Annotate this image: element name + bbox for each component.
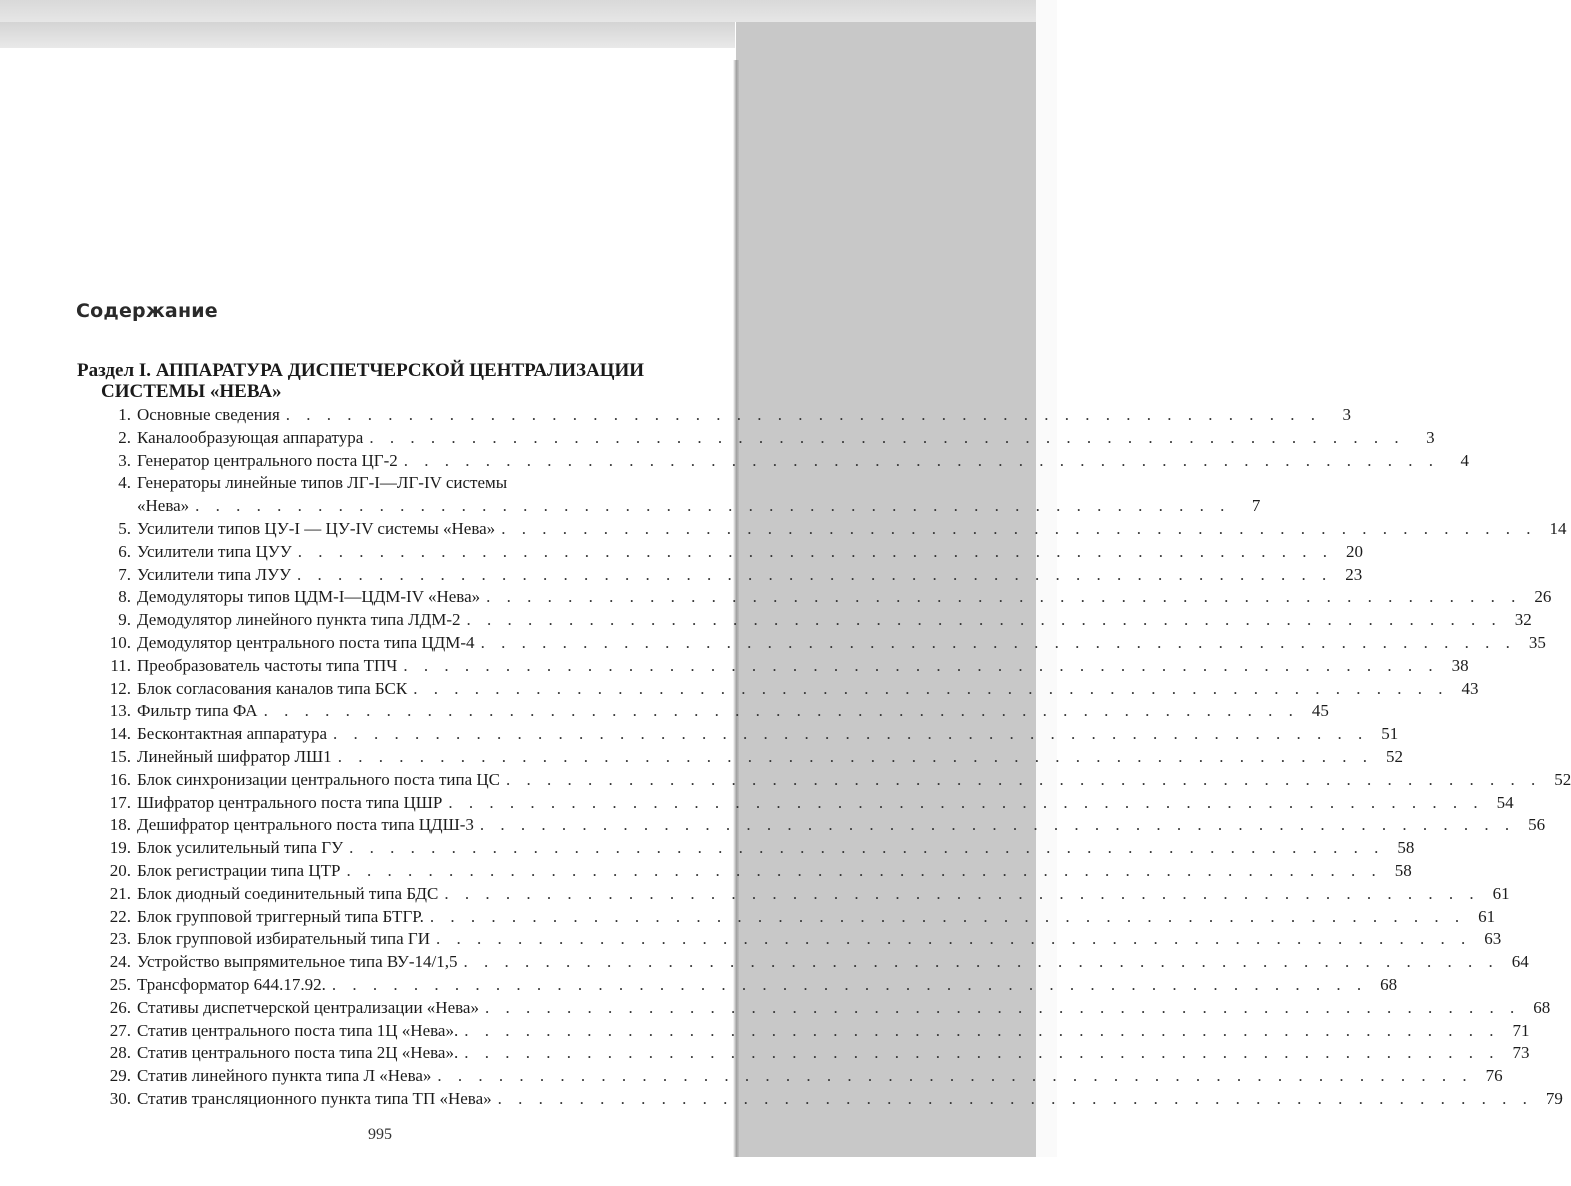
toc-entry-number: 21. xyxy=(109,883,131,903)
scan-border-bottom xyxy=(0,1157,1057,1186)
toc-entry-title: Блок согласования каналов типа БСК xyxy=(137,678,408,698)
toc-entry-number: 28. xyxy=(109,1043,131,1063)
toc-entry xyxy=(102,951,1529,974)
toc-entry xyxy=(102,1065,1503,1088)
toc-entry xyxy=(102,860,1412,883)
toc-entry-number: 24. xyxy=(109,952,131,972)
toc-entry-page: 4 xyxy=(1460,450,1470,470)
toc-entry-number: 1. xyxy=(118,405,131,424)
toc-leader-dots: . . . . . . . . . . . . . . . . . . . . . . . . . . . . . . . . . . . . . . . . . . . . . . . . . . . xyxy=(285,405,1322,424)
toc-entry xyxy=(102,723,1399,746)
toc-entry-number: 4. xyxy=(118,473,131,493)
toc-leader-dots: . . . . . . . . . . . . . . . . . . . . . . . . . . . . . . . . . . . . . . . . . . . . . . . . . . . xyxy=(413,678,1449,698)
toc-entry-page: 14 xyxy=(1549,518,1567,538)
toc-entry-number: 15. xyxy=(109,746,131,766)
toc-entry-title: Блок синхронизации центрального поста типа ЦС xyxy=(137,769,501,789)
toc-entry-title: Усилители типа ЛУУ xyxy=(137,564,292,584)
toc-entry xyxy=(102,586,1552,609)
toc-entry-number: 20. xyxy=(109,860,131,880)
section-title-line-1: Раздел I. АППАРАТУРА ДИСПЕТЧЕРСКОЙ ЦЕНТРАЛИЗАЦИИ xyxy=(77,360,645,381)
toc-entry-page: 51 xyxy=(1381,724,1399,744)
toc-entry xyxy=(102,518,1567,541)
toc-entry-number: 8. xyxy=(118,587,131,607)
toc-entry-number: 23. xyxy=(109,929,131,949)
toc-entry-title: Стативы диспетчерской централизации «Нева» xyxy=(137,997,479,1017)
toc-leader-dots: . . . . . . . . . . . . . . . . . . . . . . . . . . . . . . . . . . . . . . . . . . . . . . . . . . . xyxy=(297,564,1333,584)
toc-entry-page: 56 xyxy=(1528,815,1546,835)
toc-entry-page: 61 xyxy=(1478,906,1496,926)
toc-entry-number: 13. xyxy=(109,701,131,721)
toc-entry-title: Статив центрального поста типа 2Ц «Нева». xyxy=(137,1043,459,1063)
toc-leader-dots: . . . . . . . . . . . . . . . . . . . . . . . . . . . . . . . . . . . . . . . . . . . . . . . . . . . xyxy=(444,883,1480,903)
toc-entry-title: Шифратор центрального поста типа ЦШР xyxy=(137,792,443,812)
toc-entry-title: Демодулятор центрального поста типа ЦДМ-4 xyxy=(137,632,475,652)
toc-entry-title: Демодулятор линейного пункта типа ЛДМ-2 xyxy=(137,610,461,630)
toc-entry-title: Дешифратор центрального поста типа ЦДШ-3 xyxy=(137,815,474,835)
toc-entry-number: 25. xyxy=(109,974,131,994)
toc-entry-title: Усилители типов ЦУ-I — ЦУ-IV системы «Нева» xyxy=(137,518,496,538)
toc-entry xyxy=(102,404,1352,427)
toc-entry xyxy=(102,906,1496,929)
toc-leader-dots: . . . . . . . . . . . . . . . . . . . . . . . . . . . . . . . . . . . . . . . . . . . . . . . . . . . xyxy=(337,746,1373,766)
toc-entry-title: Устройство выпрямительное типа ВУ-14/1,5 xyxy=(137,952,458,972)
toc-entry-page: 52 xyxy=(1385,746,1403,766)
toc-entry-page: 7 xyxy=(1251,496,1261,516)
toc-leader-dots: . . . . . . . . . . . . . . . . . . . . . . . . . . . . . . . . . . . . . . . . . . . . . . . . . . . xyxy=(497,1088,1533,1108)
toc-entry-number: 10. xyxy=(109,632,131,652)
toc-entry-title: Статив линейного пункта типа Л «Нева» xyxy=(137,1066,432,1086)
toc-entry xyxy=(102,472,1261,518)
toc-entry-number: 2. xyxy=(118,427,131,447)
contents-heading: Содержание xyxy=(76,300,218,322)
toc-entry xyxy=(102,769,1571,792)
toc-entry-title: Преобразователь частоты типа ТПЧ xyxy=(137,655,398,675)
toc-leader-dots: . . . . . . . . . . . . . . . . . . . . . . . . . . . . . . . . . . . . . . . . . . . . . . . . . . . xyxy=(486,587,1522,607)
toc-entry-title: Трансформатор 644.17.92. xyxy=(137,974,326,994)
toc-entry xyxy=(102,1042,1530,1065)
toc-entry-number: 27. xyxy=(109,1020,131,1040)
toc-entry-title: Блок усилительный типа ГУ xyxy=(137,838,344,858)
toc-leader-dots: . . . . . . . . . . . . . . . . . . . . . . . . . . . . . . . . . . . . . . . . . . . . . . . . . . . xyxy=(346,860,1382,880)
toc-entry xyxy=(102,541,1364,564)
toc-entry xyxy=(102,814,1546,837)
toc-entry-number: 11. xyxy=(110,655,131,675)
toc-entry-number: 26. xyxy=(109,997,131,1017)
toc-entry-page: 73 xyxy=(1512,1043,1530,1063)
toc-entry-number: 7. xyxy=(118,564,131,584)
toc-entry xyxy=(102,427,1435,450)
toc-entry-number: 5. xyxy=(118,518,131,538)
toc-entry xyxy=(102,700,1329,723)
toc-entry-title: Генератор центрального поста ЦГ-2 xyxy=(137,450,398,470)
toc-entry-page: 54 xyxy=(1496,792,1514,812)
toc-entry-number: 29. xyxy=(109,1066,131,1086)
toc-entry-page: 76 xyxy=(1485,1066,1503,1086)
toc-entry-page: 32 xyxy=(1514,610,1532,630)
toc-entry-page: 43 xyxy=(1461,678,1479,698)
toc-leader-dots: . . . . . . . . . . . . . . . . . . . . . . . . . . . . . . . . . . . . . . . . . . . . . . . . . . . xyxy=(448,792,1484,812)
toc-entry-page: 52 xyxy=(1554,769,1571,789)
toc-entry-title: Генераторы линейные типов ЛГ-I—ЛГ-IV системы xyxy=(137,473,508,493)
toc-entry-page: 58 xyxy=(1394,860,1412,880)
toc-entry-page: 64 xyxy=(1511,952,1529,972)
toc-entry-title: Линейный шифратор ЛШ1 xyxy=(137,746,332,766)
toc-entry-page: 20 xyxy=(1346,541,1364,561)
toc-entry-title: Блок диодный соединительный типа БДС xyxy=(137,883,439,903)
toc-entry xyxy=(102,746,1403,769)
toc-leader-dots: . . . . . . . . . . . . . . . . . . . . . . . . . . . . . . . . . . . . . . . . . . . . . . . . . . . xyxy=(349,838,1385,858)
toc-entry-page: 3 xyxy=(1426,427,1435,447)
toc-entry-page: 71 xyxy=(1512,1020,1530,1040)
toc-entry xyxy=(102,837,1415,860)
toc-entry-title: Каналообразующая аппаратура xyxy=(137,427,364,447)
toc-entry-page: 68 xyxy=(1380,974,1398,994)
toc-entry-number: 14. xyxy=(109,724,131,744)
toc-leader-dots: . . . . . . . . . . . . . . . . . . . . . . . . . . . . . . . . . . . . . . . . . . . . . . . . . . . xyxy=(463,952,1499,972)
toc-entry-page: 61 xyxy=(1492,883,1510,903)
page-number: 995 xyxy=(368,1126,392,1143)
toc-entry-page: 68 xyxy=(1533,997,1551,1017)
toc-entry-title: Фильтр типа ФА xyxy=(137,701,258,721)
toc-leader-dots: . . . . . . . . . . . . . . . . . . . . . . . . . . . . . . . . . . . . . . . . . . . . . . . . . . . xyxy=(437,1066,1473,1086)
toc-leader-dots: . . . . . . . . . . . . . . . . . . . . . . . . . . . . . . . . . . . . . . . . . . . . . . . . . . . xyxy=(436,929,1472,949)
toc-entry-page: 79 xyxy=(1545,1088,1563,1108)
toc-entry xyxy=(102,792,1514,815)
toc-entry-number: 18. xyxy=(109,815,131,835)
toc-entry-title: Блок групповой триггерный типа БТГР. xyxy=(137,906,424,926)
toc-leader-dots: . . . . . . . . . . . . . . . . . . . . . . . . . . . . . . . . . . . . . . . . . . . . . . . . . . . xyxy=(464,1043,1500,1063)
toc-entry xyxy=(102,1020,1530,1043)
toc-entry xyxy=(102,883,1510,906)
toc-leader-dots: . . . . . . . . . . . . . . . . . . . . . . . . . . . . . . . . . . . . . . . . . . . . . . . . . . . xyxy=(466,610,1502,630)
toc-leader-dots: . . . . . . . . . . . . . . . . . . . . . . . . . . . . . . . . . . . . . . . . . . . . . . . . . . . xyxy=(403,450,1440,470)
toc-entry-number: 30. xyxy=(109,1088,131,1108)
toc-entry-number: 9. xyxy=(118,610,131,630)
toc-entry-page: 45 xyxy=(1311,701,1329,721)
toc-leader-dots: . . . . . . . . . . . . . . . . . . . . . . . . . . . . . . . . . . . . . . . . . . . . . . . . . . . xyxy=(464,1020,1500,1040)
toc-entry-number: 22. xyxy=(109,906,131,926)
toc-leader-dots: . . . . . . . . . . . . . . . . . . . . . . . . . . . . . . . . . . . . . . . . . . . . . . . . . . . xyxy=(429,906,1466,926)
toc-entry-title: Блок групповой избирательный типа ГИ xyxy=(137,929,431,949)
scan-border-top xyxy=(0,0,1057,22)
toc-entry-number: 6. xyxy=(118,541,131,561)
toc-entry xyxy=(102,564,1363,587)
toc-entry xyxy=(102,655,1469,678)
toc-leader-dots: . . . . . . . . . . . . . . . . . . . . . . . . . . . . . . . . . . . . . . . . . . . . . . . . . . . xyxy=(369,427,1405,447)
toc-entry xyxy=(102,928,1502,951)
table-of-contents xyxy=(102,404,1571,1111)
toc-entry xyxy=(102,678,1479,701)
section-title-line-2: СИСТЕМЫ «НЕВА» xyxy=(101,381,282,402)
toc-entry-title: Статив центрального поста типа 1Ц «Нева». xyxy=(137,1020,459,1040)
toc-entry-page: 35 xyxy=(1528,632,1546,652)
toc-leader-dots: . . . . . . . . . . . . . . . . . . . . . . . . . . . . . . . . . . . . . . . . . . . . . . . . . . . xyxy=(480,632,1516,652)
toc-entry xyxy=(102,450,1470,473)
toc-leader-dots: . . . . . . . . . . . . . . . . . . . . . . . . . . . . . . . . . . . . . . . . . . . . . . . . . . . xyxy=(195,496,1231,516)
toc-entry-number: 3. xyxy=(118,450,131,470)
toc-entry xyxy=(102,1088,1563,1111)
toc-entry-number: 16. xyxy=(109,769,131,789)
toc-entry-title: Статив трансляционного пункта типа ТП «Нева» xyxy=(137,1088,492,1108)
toc-entry-number: 12. xyxy=(109,678,131,698)
toc-entry-page: 3 xyxy=(1342,405,1352,424)
toc-leader-dots: . . . . . . . . . . . . . . . . . . . . . . . . . . . . . . . . . . . . . . . . . . . . . . . . . . . xyxy=(479,815,1516,835)
toc-entry xyxy=(102,974,1398,997)
toc-entry-title: Демодуляторы типов ЦДМ-I—ЦДМ-IV «Нева» xyxy=(137,587,481,607)
toc-entry xyxy=(102,609,1532,632)
toc-entry-title: Основные сведения xyxy=(137,405,280,424)
toc-leader-dots: . . . . . . . . . . . . . . . . . . . . . . . . . . . . . . . . . . . . . . . . . . . . . . . . . . . xyxy=(403,655,1439,675)
toc-entry-title: Бесконтактная аппаратура xyxy=(137,724,328,744)
toc-entry-page: 38 xyxy=(1451,655,1469,675)
toc-entry-title: Усилители типа ЦУУ xyxy=(137,541,292,561)
toc-entry-number: 17. xyxy=(109,792,131,812)
toc-entry-page: 63 xyxy=(1484,929,1502,949)
toc-entry-title: Блок регистрации типа ЦТР xyxy=(137,860,341,880)
toc-entry xyxy=(102,997,1551,1020)
toc-entry-title-continued: «Нева» xyxy=(137,496,190,516)
toc-entry-number: 19. xyxy=(109,838,131,858)
toc-entry-page: 26 xyxy=(1534,587,1552,607)
toc-leader-dots: . . . . . . . . . . . . . . . . . . . . . . . . . . . . . . . . . . . . . . . . . . . . . . . . . . . xyxy=(484,997,1521,1017)
toc-entry xyxy=(102,632,1546,655)
section-title xyxy=(77,360,677,402)
toc-leader-dots: . . . . . . . . . . . . . . . . . . . . . . . . . . . . . . . . . . . . . . . . . . . . . . . . . . . xyxy=(331,974,1368,994)
toc-entry-page: 23 xyxy=(1345,564,1363,584)
toc-leader-dots: . . . . . . . . . . . . . . . . . . . . . . . . . . . . . . . . . . . . . . . . . . . . . . . . . . . xyxy=(297,541,1334,561)
toc-entry-page: 58 xyxy=(1397,838,1415,858)
toc-leader-dots: . . . . . . . . . . . . . . . . . . . . . . . . . . . . . . . . . . . . . . . . . . . . . . . . . . . xyxy=(333,724,1369,744)
toc-leader-dots: . . . . . . . . . . . . . . . . . . . . . . . . . . . . . . . . . . . . . . . . . . . . . . . . . . . xyxy=(506,769,1542,789)
toc-leader-dots: . . . . . . . . . . . . . . . . . . . . . . . . . . . . . . . . . . . . . . . . . . . . . . . . . . . xyxy=(501,518,1537,538)
toc-leader-dots: . . . . . . . . . . . . . . . . . . . . . . . . . . . . . . . . . . . . . . . . . . . . . . . . . . . xyxy=(263,701,1299,721)
